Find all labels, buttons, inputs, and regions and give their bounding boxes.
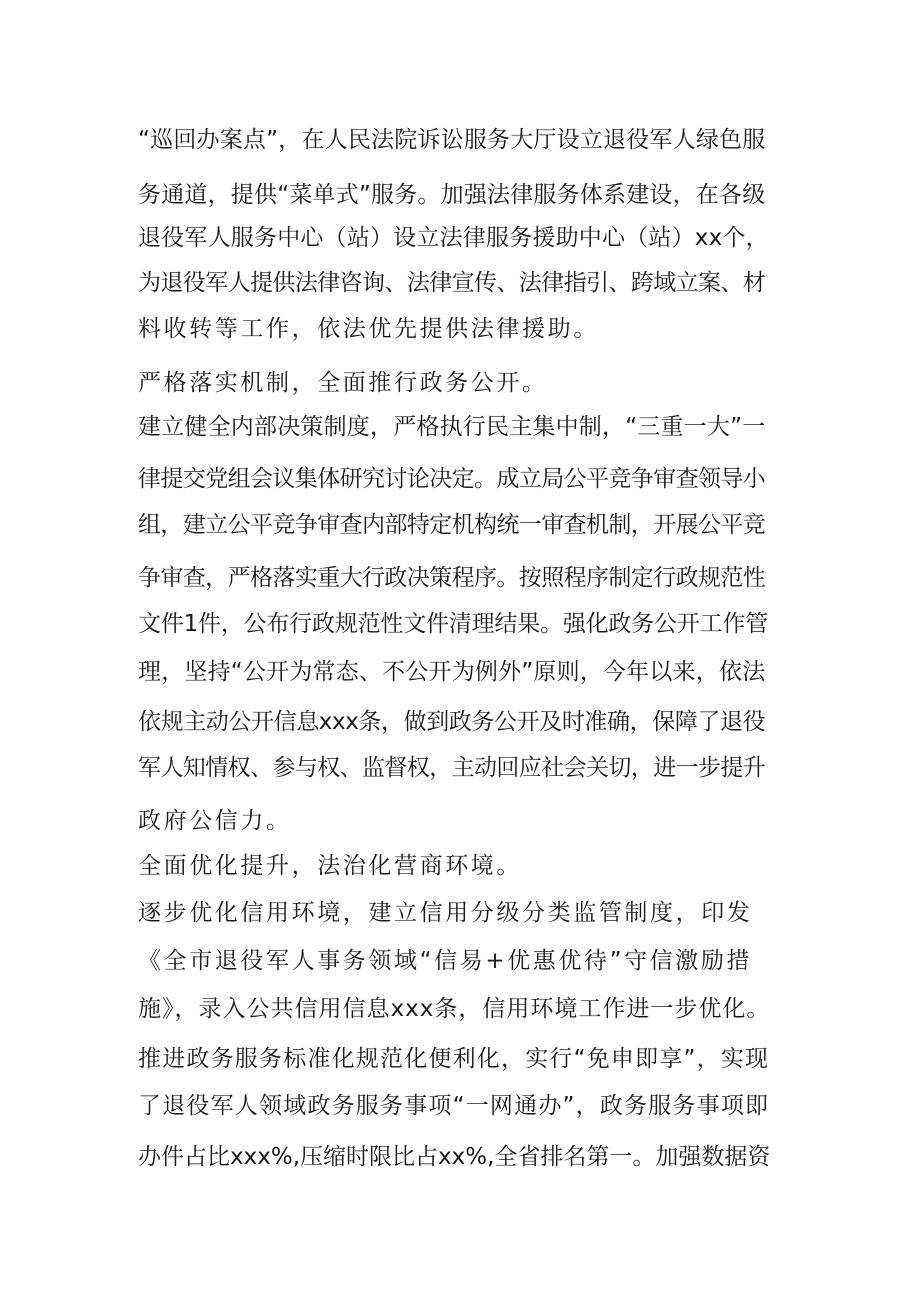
text-line: 文件1件，公布行政规范性文件清理结果。强化政务公开工作管 [138, 611, 769, 637]
text-line: 施》，录入公共信用信息xxx条，信用环境工作进一步优化。 [138, 996, 771, 1022]
text-line: 组，建立公平竞争审查内部特定机构统一审查机制，开展公平竞 [138, 512, 766, 538]
text-line: 退役军人服务中心（站）设立法律服务援助中心（站）xx个， [138, 225, 769, 251]
text-line: 军人知情权、参与权、监督权，主动回应社会关切，进一步提升 [138, 755, 766, 781]
text-line: 争审查，严格落实重大行政决策程序。按照程序制定行政规范性 [138, 565, 766, 591]
text-line: 办件占比xxx%,压缩时限比占xx%,全省排名第一。加强数据资 [138, 1144, 771, 1170]
text-line: 推进政务服务标准化规范化便利化，实行“免申即享”，实现 [138, 1046, 770, 1072]
section-heading: 严格落实机制，全面推行政务公开。 [138, 370, 548, 396]
section-heading: 全面优化提升，法治化营商环境。 [138, 853, 522, 879]
text-line: 建立健全内部决策制度，严格执行民主集中制，“三重一大”一 [138, 414, 766, 440]
text-line: 政府公信力。 [138, 808, 292, 834]
text-line: “巡回办案点”，在人民法院诉讼服务大厅设立退役军人绿色服 [138, 127, 766, 153]
text-line: 理，坚持“公开为常态、不公开为例外”原则，今年以来，依法 [138, 659, 766, 685]
text-line: 了退役军人领域政务服务事项“一网通办”，政务服务事项即 [138, 1093, 770, 1119]
text-line: 料收转等工作，依法优先提供法律援助。 [138, 316, 599, 342]
text-line: 《全市退役军人事务领域“信易+优惠优待”守信激励措 [138, 948, 753, 974]
text-line: 为退役军人提供法律咨询、法律宣传、法律指引、跨域立案、材 [138, 270, 766, 296]
text-line: 律提交党组会议集体研究讨论决定。成立局公平竞争审查领导小 [138, 466, 766, 492]
text-line: 逐步优化信用环境，建立信用分级分类监管制度，印发 [138, 900, 753, 926]
text-line: 依规主动公开信息xxx条，做到政务公开及时准确，保障了退役 [138, 709, 766, 735]
text-line: 务通道，提供“菜单式”服务。加强法律服务体系建设，在各级 [138, 182, 766, 208]
